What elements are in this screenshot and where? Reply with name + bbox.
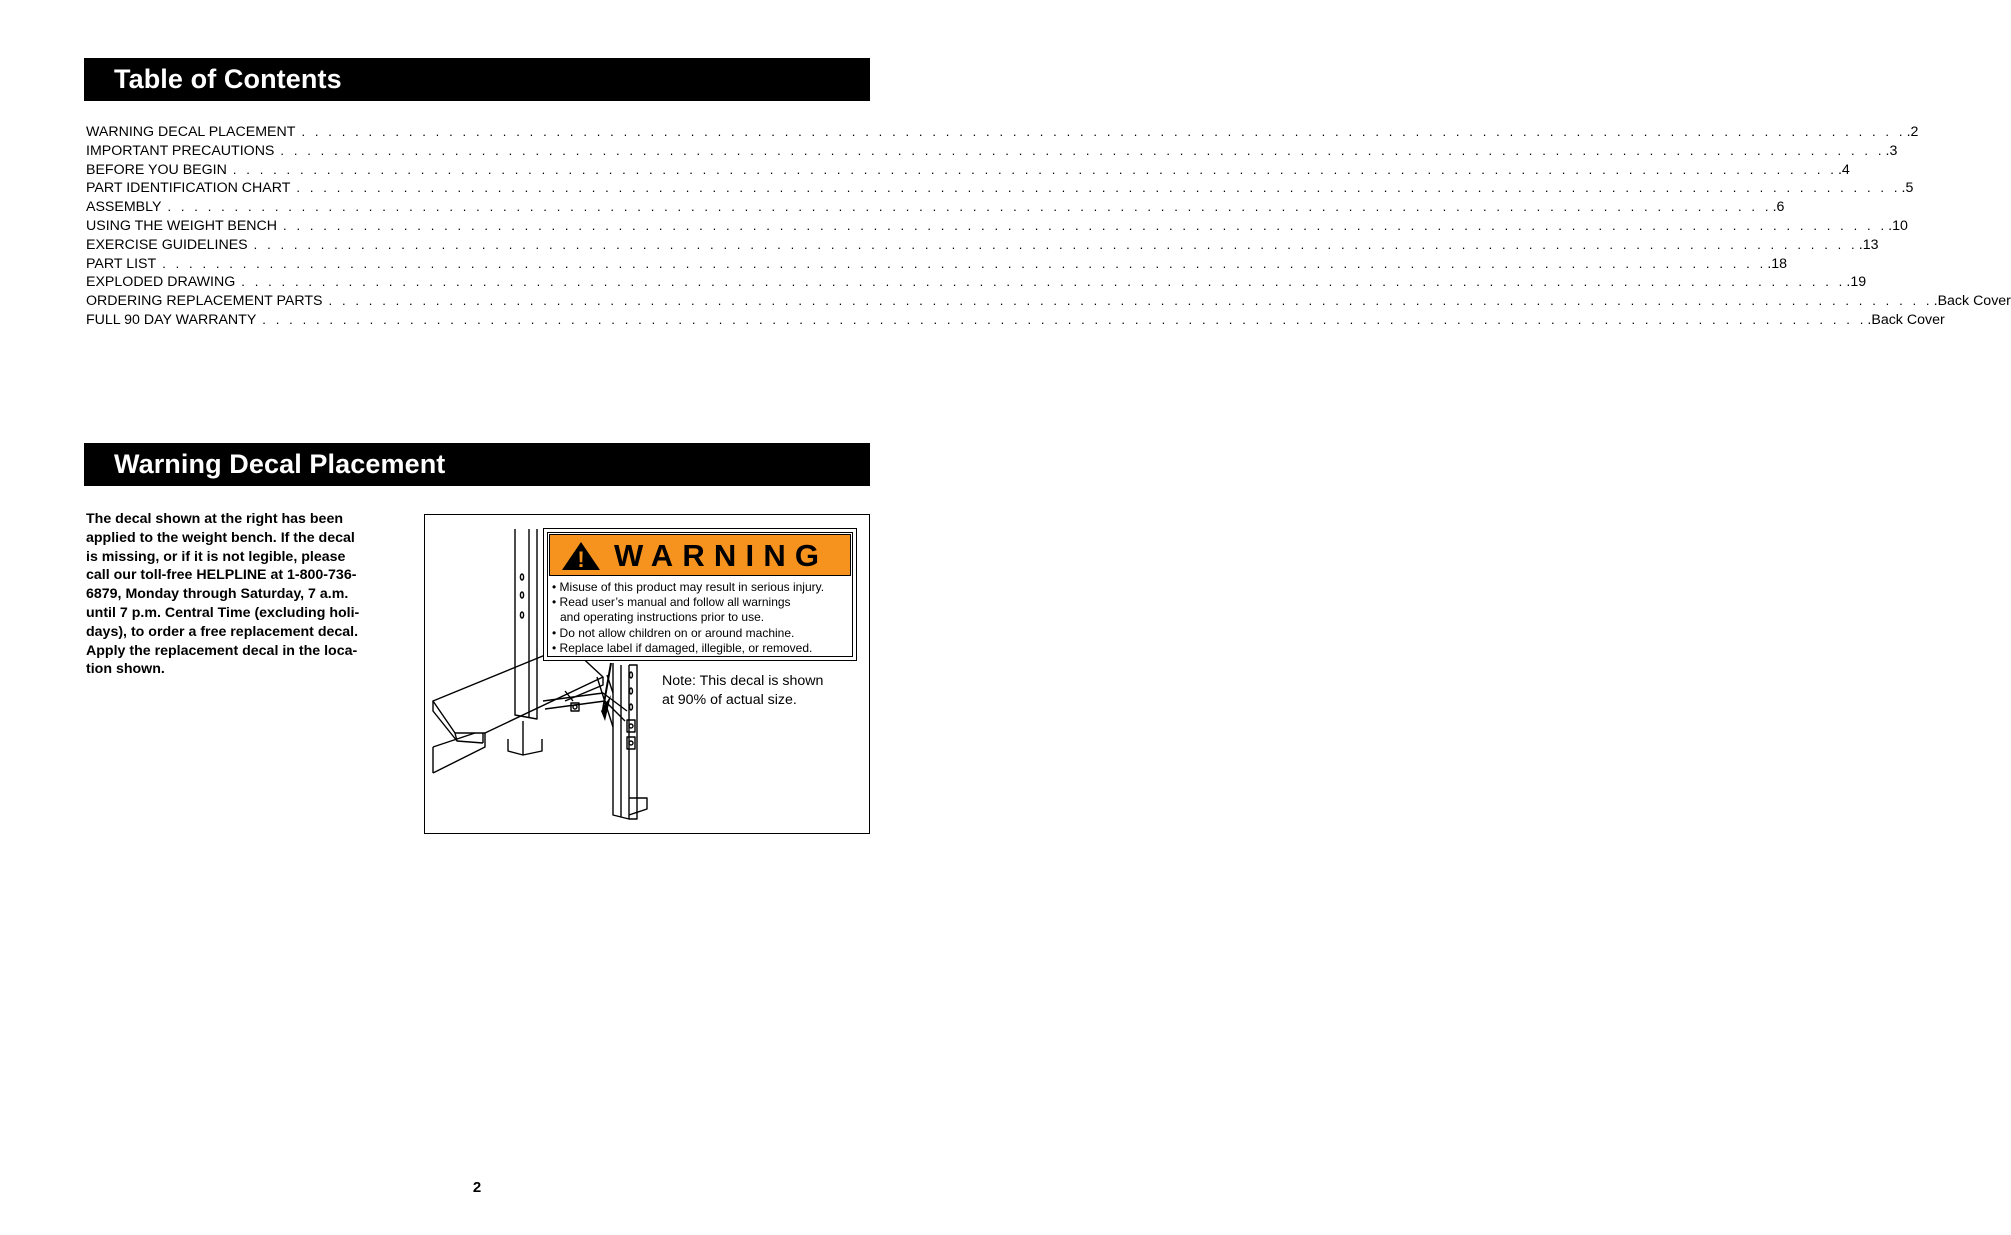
- toc-entry-title: PART LIST: [86, 255, 157, 272]
- toc-entry: [86, 273, 1867, 292]
- decal-instructions: [86, 510, 392, 679]
- decal-text-lines: [552, 580, 850, 656]
- toc-entry-title: USING THE WEIGHT BENCH: [86, 217, 278, 234]
- decal-text-line: • Read user’s manual and follow all warnings: [552, 595, 791, 610]
- toc-entry-page: .10: [1888, 217, 1908, 234]
- toc-entry-page: .3: [1885, 142, 1898, 159]
- toc-entry: [86, 217, 1908, 236]
- decal-text-line: and operating instructions prior to use.: [560, 610, 765, 625]
- toc-header-bar: [84, 58, 870, 101]
- toc-dot-leader: . . . . . . . . . . . . . . . . . . . . . . . . . . . . . . . . . . . . . . . . . . . . . . . . . . . . . . . . . . . . . . . . . . . . . . . . . . . . . . . . . . . . . . . . . . . . . . . . . . . . . . . . . . . . . . . . . . . . . . . .: [283, 217, 1888, 233]
- warning-triangle-symbol: !: [577, 547, 585, 572]
- toc-entry: [86, 179, 1914, 198]
- instruction-line: is missing, or if it is not legible, please: [86, 548, 346, 565]
- toc-entry: [86, 255, 1788, 274]
- toc-entry-page: .4: [1837, 161, 1850, 178]
- toc-dot-leader: . . . . . . . . . . . . . . . . . . . . . . . . . . . . . . . . . . . . . . . . . . . . . . . . . . . . . . . . . . . . . . . . . . . . . . . . . . . . . . . . . . . . . . . . . . . . . . . . . . . . . . . . . . . . . . . . . . . . . . . .: [253, 236, 1858, 252]
- toc-list: [86, 123, 2011, 330]
- instruction-line: 6879, Monday through Saturday, 7 a.m.: [86, 586, 349, 603]
- instruction-line: Apply the replacement decal in the loca-: [86, 642, 358, 659]
- instruction-line: call our toll-free HELPLINE at 1-800-736-: [86, 567, 357, 584]
- instruction-line: tion shown.: [86, 661, 165, 678]
- toc-dot-leader: . . . . . . . . . . . . . . . . . . . . . . . . . . . . . . . . . . . . . . . . . . . . . . . . . . . . . . . . . . . . . . . . . . . . . . . . . . . . . . . . . . . . . . . . . . . . . . . . . . . . . . . . . . . . . . . . . . . . . . . .: [162, 255, 1767, 271]
- toc-entry: [86, 292, 2011, 311]
- toc-dot-leader: . . . . . . . . . . . . . . . . . . . . . . . . . . . . . . . . . . . . . . . . . . . . . . . . . . . . . . . . . . . . . . . . . . . . . . . . . . . . . . . . . . . . . . . . . . . . . . . . . . . . . . . . . . . . . . . . . . . . . . . .: [301, 124, 1906, 139]
- instruction-line: applied to the weight bench. If the decal: [86, 529, 355, 546]
- toc-entry-title: ASSEMBLY: [86, 199, 162, 216]
- instruction-line: days), to order a free replacement decal.: [86, 623, 359, 640]
- toc-entry: [86, 142, 1898, 161]
- note-line: Note: This decal is shown: [662, 673, 824, 689]
- decal-warning-banner: [549, 534, 851, 576]
- toc-entry-page: .18: [1767, 255, 1788, 272]
- toc-heading: Table of Contents: [114, 64, 342, 94]
- warning-decal: [543, 528, 857, 661]
- toc-entry-title: ORDERING REPLACEMENT PARTS: [86, 293, 323, 310]
- warning-triangle-icon: [561, 541, 601, 571]
- toc-entry: [86, 161, 1850, 180]
- note-line: at 90% of actual size.: [662, 692, 797, 708]
- toc-entry: [86, 311, 1945, 330]
- toc-entry-title: WARNING DECAL PLACEMENT: [86, 124, 296, 140]
- decal-figure: [424, 514, 870, 834]
- decal-text-line: • Do not allow children on or around machine.: [552, 625, 795, 640]
- toc-dot-leader: . . . . . . . . . . . . . . . . . . . . . . . . . . . . . . . . . . . . . . . . . . . . . . . . . . . . . . . . . . . . . . . . . . . . . . . . . . . . . . . . . . . . . . . . . . . . . . . . . . . . . . . . . . . . . . . . . . . . . . . .: [262, 311, 1867, 327]
- toc-entry-page: .6: [1772, 199, 1785, 216]
- decal-text-line: • Replace label if damaged, illegible, or removed.: [552, 640, 813, 655]
- toc-entry-page: .13: [1858, 236, 1879, 253]
- toc-entry-title: PART IDENTIFICATION CHART: [86, 180, 291, 197]
- toc-entry-page: .5: [1901, 180, 1914, 197]
- toc-entry-title: EXPLODED DRAWING: [86, 274, 236, 291]
- instruction-line: until 7 p.m. Central Time (excluding holi-: [86, 604, 360, 621]
- toc-dot-leader: . . . . . . . . . . . . . . . . . . . . . . . . . . . . . . . . . . . . . . . . . . . . . . . . . . . . . . . . . . . . . . . . . . . . . . . . . . . . . . . . . . . . . . . . . . . . . . . . . . . . . . . . . . . . . . . . . . . . . . . .: [328, 293, 1933, 309]
- toc-dot-leader: . . . . . . . . . . . . . . . . . . . . . . . . . . . . . . . . . . . . . . . . . . . . . . . . . . . . . . . . . . . . . . . . . . . . . . . . . . . . . . . . . . . . . . . . . . . . . . . . . . . . . . . . . . . . . . . . . . . . . . . .: [296, 180, 1901, 196]
- toc-entry: [86, 236, 1879, 255]
- toc-entry: [86, 198, 1785, 217]
- toc-entry-page: .Back Cover: [1867, 311, 1945, 328]
- toc-entry-page: .2: [1906, 124, 1919, 140]
- warning-heading: Warning Decal Placement: [114, 449, 446, 479]
- toc-entry-title: FULL 90 DAY WARRANTY: [86, 311, 257, 328]
- toc-dot-leader: . . . . . . . . . . . . . . . . . . . . . . . . . . . . . . . . . . . . . . . . . . . . . . . . . . . . . . . . . . . . . . . . . . . . . . . . . . . . . . . . . . . . . . . . . . . . . . . . . . . . . . . . . . . . . . . . . . . . . . . .: [232, 161, 1837, 177]
- page-number: 2: [472, 1179, 482, 1196]
- decal-text-line: • Misuse of this product may result in serious injury.: [552, 580, 825, 594]
- instruction-line: The decal shown at the right has been: [86, 511, 343, 527]
- toc-dot-leader: . . . . . . . . . . . . . . . . . . . . . . . . . . . . . . . . . . . . . . . . . . . . . . . . . . . . . . . . . . . . . . . . . . . . . . . . . . . . . . . . . . . . . . . . . . . . . . . . . . . . . . . . . . . . . . . . . . . . . . . .: [167, 199, 1772, 215]
- toc-entry-page: .19: [1846, 274, 1867, 291]
- decal-size-note: [662, 672, 862, 710]
- toc-dot-leader: . . . . . . . . . . . . . . . . . . . . . . . . . . . . . . . . . . . . . . . . . . . . . . . . . . . . . . . . . . . . . . . . . . . . . . . . . . . . . . . . . . . . . . . . . . . . . . . . . . . . . . . . . . . . . . . . . . . . . . . .: [280, 142, 1885, 158]
- toc-entry-page: .Back Cover: [1933, 293, 2011, 310]
- toc-entry-title: BEFORE YOU BEGIN: [86, 161, 227, 178]
- toc-dot-leader: . . . . . . . . . . . . . . . . . . . . . . . . . . . . . . . . . . . . . . . . . . . . . . . . . . . . . . . . . . . . . . . . . . . . . . . . . . . . . . . . . . . . . . . . . . . . . . . . . . . . . . . . . . . . . . . . . . . . . . . .: [241, 274, 1846, 290]
- toc-entry: [86, 123, 1919, 142]
- decal-warning-word: WARNING: [614, 538, 829, 573]
- toc-entry-title: EXERCISE GUIDELINES: [86, 236, 248, 253]
- toc-entry-title: IMPORTANT PRECAUTIONS: [86, 142, 275, 159]
- warning-header-bar: [84, 443, 870, 486]
